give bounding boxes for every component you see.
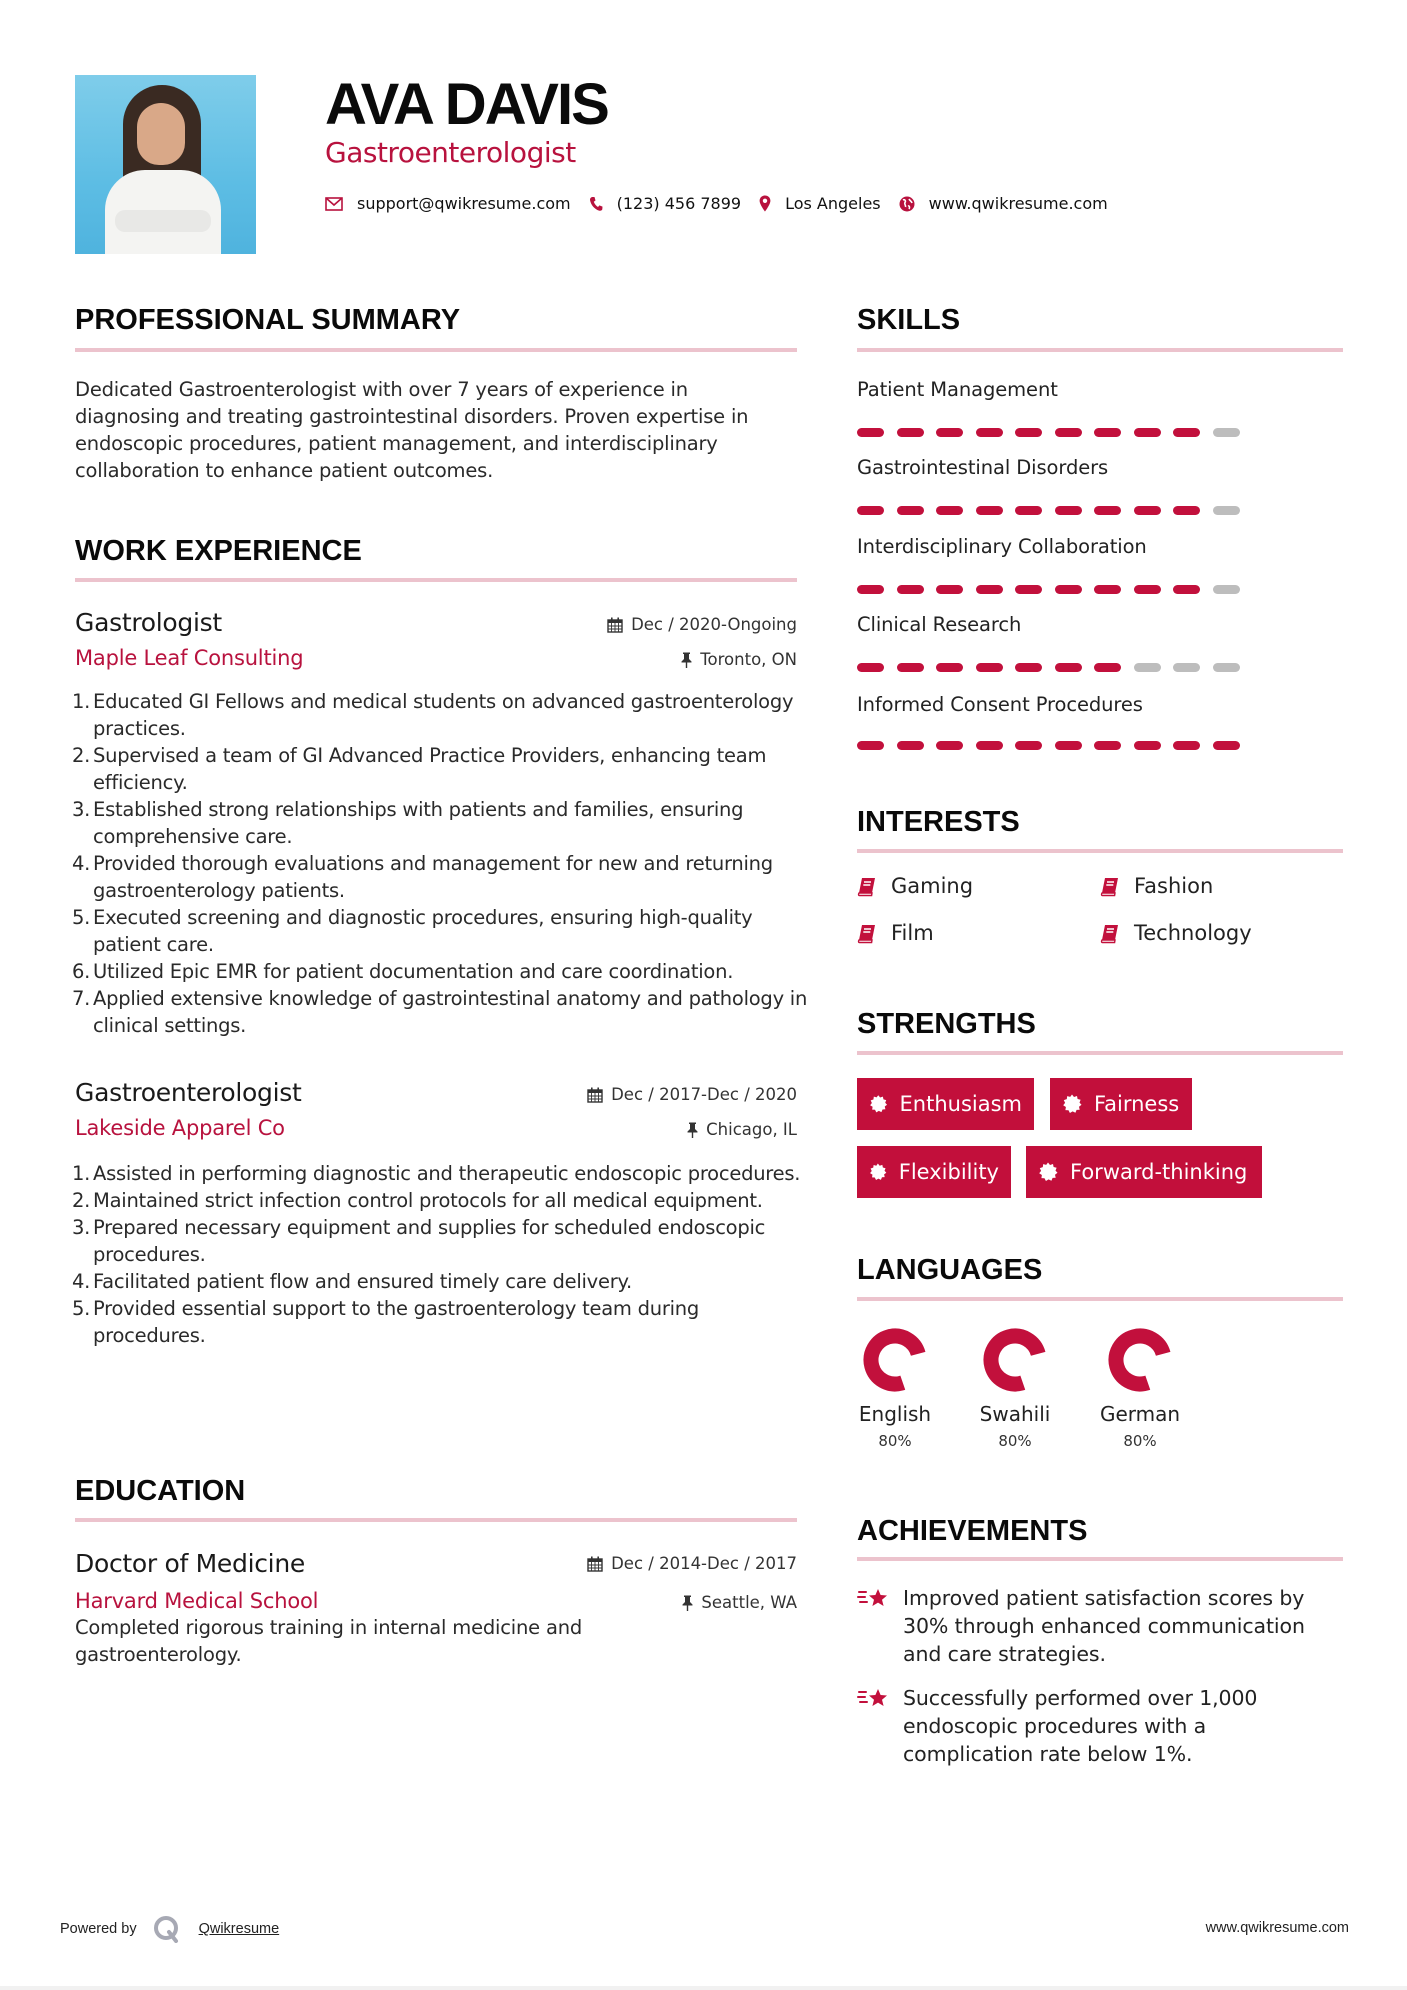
rating-segment-filled (897, 428, 924, 437)
job-location-text: Toronto, ON (700, 650, 797, 669)
calendar-icon (587, 1556, 603, 1572)
education-school: Harvard Medical School (75, 1589, 319, 1613)
list-item: 3. Prepared necessary equipment and supplies for scheduled endoscopic procedures. (72, 1216, 766, 1266)
skill-rating-bar (857, 663, 1252, 672)
language-item (850, 1328, 940, 1449)
pushpin-icon (682, 1595, 693, 1611)
language-item (1095, 1328, 1185, 1449)
rating-segment-filled (976, 585, 1003, 594)
job-location-text: Chicago, IL (706, 1120, 797, 1139)
rating-segment-filled (936, 506, 963, 515)
map-marker-icon (759, 195, 771, 212)
skill-label: Gastrointestinal Disorders (857, 456, 1109, 479)
contact-bar (325, 194, 1126, 213)
book-icon (1100, 877, 1120, 897)
contact-email[interactable] (325, 194, 571, 213)
contact-website-text: www.qwikresume.com (928, 194, 1108, 213)
education-dates-text: Dec / 2014-Dec / 2017 (611, 1554, 797, 1573)
skills-divider (857, 348, 1343, 352)
skill-rating-bar (857, 506, 1252, 515)
badge-icon (869, 1162, 887, 1182)
rating-segment-empty (1213, 506, 1240, 515)
language-percent: 80% (998, 1432, 1032, 1450)
rating-segment-filled (857, 506, 884, 515)
language-donut-icon (863, 1328, 927, 1392)
job-role: Gastroenterologist (75, 1078, 302, 1107)
skill-rating-bar (857, 741, 1252, 750)
photo-arms (115, 210, 211, 232)
candidate-name: AVA DAVIS (325, 72, 608, 137)
rating-segment-filled (1173, 741, 1200, 750)
list-item: 2. Maintained strict infection control protocols for all medical equipment. (72, 1189, 763, 1212)
rating-segment-filled (857, 585, 884, 594)
education-heading: EDUCATION (75, 1475, 246, 1507)
rating-segment-filled (1134, 585, 1161, 594)
education-degree: Doctor of Medicine (75, 1549, 305, 1578)
job-role: Gastrologist (75, 608, 222, 637)
language-donut-icon (983, 1328, 1047, 1392)
rating-segment-filled (1173, 428, 1200, 437)
envelope-icon (325, 197, 343, 211)
rating-segment-filled (1134, 428, 1161, 437)
phone-icon (589, 196, 603, 212)
achievement-item: Successfully performed over 1,000 endoscopic procedures with a complication rate below 1%. (857, 1684, 1337, 1768)
language-name: German (1099, 1402, 1181, 1426)
rating-segment-filled (857, 741, 884, 750)
rating-segment-empty (1213, 428, 1240, 437)
job-dates (607, 617, 797, 634)
rating-segment-filled (1094, 428, 1121, 437)
job-dates-text: Dec / 2020-Ongoing (631, 615, 797, 634)
languages-divider (857, 1297, 1343, 1301)
rating-segment-filled (1055, 506, 1082, 515)
skill-label: Patient Management (857, 378, 1058, 401)
badge-icon (869, 1094, 888, 1114)
skill-label: Informed Consent Procedures (857, 693, 1143, 716)
language-name: English (858, 1402, 932, 1426)
rating-segment-filled (897, 741, 924, 750)
footer-website[interactable]: www.qwikresume.com (1205, 1920, 1349, 1936)
contact-location-text: Los Angeles (785, 194, 881, 213)
rating-segment-filled (1015, 663, 1042, 672)
strength-chip: Forward-thinking (1026, 1146, 1262, 1198)
calendar-icon (587, 1087, 603, 1103)
list-item: 3. Established strong relationships with patients and families, ensuring comprehensive care. (72, 798, 744, 848)
job-company: Maple Leaf Consulting (75, 646, 304, 670)
book-icon (857, 924, 877, 944)
book-icon (857, 877, 877, 897)
list-item: 1. Educated GI Fellows and medical students on advanced gastroenterology practices. (72, 690, 794, 740)
rating-segment-filled (976, 428, 1003, 437)
language-name: Swahili (979, 1402, 1051, 1426)
calendar-icon (607, 617, 623, 633)
rating-segment-filled (976, 741, 1003, 750)
contact-email-text: support@qwikresume.com (357, 194, 571, 213)
rating-segment-filled (1213, 741, 1240, 750)
contact-phone[interactable] (589, 194, 741, 213)
education-divider (75, 1518, 797, 1522)
rating-segment-filled (976, 506, 1003, 515)
skill-rating-bar (857, 585, 1252, 594)
rating-segment-filled (1015, 741, 1042, 750)
footer-powered-by (60, 1915, 279, 1943)
photo-face (137, 103, 185, 165)
interests-divider (857, 849, 1343, 853)
list-item: 5. Executed screening and diagnostic procedures, ensuring high-quality patient care. (72, 906, 753, 956)
list-item: 4. Provided thorough evaluations and management for new and returning gastroenterology patients. (72, 852, 773, 902)
interest-item: Film (857, 923, 934, 944)
rating-segment-empty (1213, 585, 1240, 594)
job-responsibilities (72, 1160, 810, 1349)
job-location (681, 652, 797, 669)
education-location-text: Seattle, WA (701, 1593, 797, 1612)
strength-chip: Flexibility (857, 1146, 1011, 1198)
experience-divider (75, 578, 797, 582)
page-bottom-edge (0, 1986, 1407, 1990)
strength-chip: Fairness (1050, 1078, 1192, 1130)
education-description: Completed rigorous training in internal medicine and gastroenterology. (75, 1616, 583, 1666)
interest-item: Fashion (1100, 876, 1213, 897)
skill-label: Interdisciplinary Collaboration (857, 535, 1147, 558)
qwikresume-link[interactable]: Qwikresume (198, 1921, 280, 1937)
skill-rating-bar (857, 428, 1252, 437)
rating-segment-empty (1173, 663, 1200, 672)
interests-heading: INTERESTS (857, 806, 1020, 838)
rating-segment-filled (1173, 585, 1200, 594)
language-percent: 80% (878, 1432, 912, 1450)
rating-segment-filled (1094, 585, 1121, 594)
rating-segment-filled (857, 428, 884, 437)
job-dates (587, 1087, 797, 1104)
skills-heading: SKILLS (857, 304, 961, 336)
summary-divider (75, 348, 797, 352)
strength-chip: Enthusiasm (857, 1078, 1034, 1130)
rating-segment-filled (1055, 663, 1082, 672)
achievements-divider (857, 1557, 1343, 1561)
rating-segment-filled (976, 663, 1003, 672)
rating-segment-filled (1055, 585, 1082, 594)
qwikresume-logo-icon (153, 1915, 181, 1943)
rating-segment-filled (1094, 506, 1121, 515)
rating-segment-filled (1094, 741, 1121, 750)
pushpin-icon (687, 1122, 698, 1138)
rating-segment-filled (936, 663, 963, 672)
rating-segment-empty (1134, 663, 1161, 672)
achievement-item: Improved patient satisfaction scores by 30% through enhanced communication and care strategies. (857, 1584, 1337, 1668)
rating-segment-empty (1213, 663, 1240, 672)
list-item: 4. Facilitated patient flow and ensured timely care delivery. (72, 1270, 632, 1293)
strengths-heading: STRENGTHS (857, 1008, 1036, 1040)
badge-icon (1062, 1094, 1082, 1114)
strengths-divider (857, 1051, 1343, 1055)
job-location (687, 1122, 797, 1139)
list-item: 7. Applied extensive knowledge of gastrointestinal anatomy and pathology in clinical settings. (72, 987, 808, 1037)
shooting-star-icon (857, 1586, 891, 1612)
list-item: 5. Provided essential support to the gastroenterology team during procedures. (72, 1297, 700, 1347)
list-item: 1. Assisted in performing diagnostic and therapeutic endoscopic procedures. (72, 1162, 801, 1185)
job-dates-text: Dec / 2017-Dec / 2020 (611, 1085, 797, 1104)
skill-label: Clinical Research (857, 613, 1022, 636)
languages-heading: LANGUAGES (857, 1254, 1043, 1286)
interest-item: Technology (1100, 923, 1252, 944)
language-donut-icon (1108, 1328, 1172, 1392)
achievements-heading: ACHIEVEMENTS (857, 1515, 1088, 1547)
list-item: 6. Utilized Epic EMR for patient documentation and care coordination. (72, 960, 734, 983)
education-location (682, 1595, 797, 1612)
rating-segment-filled (936, 428, 963, 437)
rating-segment-filled (897, 506, 924, 515)
rating-segment-filled (936, 741, 963, 750)
summary-heading: PROFESSIONAL SUMMARY (75, 304, 461, 336)
contact-website[interactable] (899, 194, 1108, 213)
language-percent: 80% (1123, 1432, 1157, 1450)
rating-segment-filled (1173, 506, 1200, 515)
rating-segment-filled (1055, 428, 1082, 437)
profile-photo (75, 75, 256, 254)
globe-icon (899, 196, 915, 212)
rating-segment-filled (1015, 585, 1042, 594)
list-item: 2. Supervised a team of GI Advanced Practice Providers, enhancing team efficiency. (72, 744, 767, 794)
summary-text: Dedicated Gastroenterologist with over 7 years of experience in diagnosing and treating gastrointestinal disorders. Proven expertise in endoscopic procedures, patient management, and interdisciplinary collaboration to enhance patient outcomes. (75, 378, 749, 482)
rating-segment-filled (1015, 428, 1042, 437)
job-responsibilities (72, 688, 810, 1039)
candidate-title: Gastroenterologist (325, 136, 576, 169)
rating-segment-filled (1134, 741, 1161, 750)
language-item (970, 1328, 1060, 1449)
job-company: Lakeside Apparel Co (75, 1116, 285, 1140)
rating-segment-filled (897, 585, 924, 594)
rating-segment-filled (897, 663, 924, 672)
rating-segment-filled (1134, 506, 1161, 515)
interest-item: Gaming (857, 876, 973, 897)
rating-segment-filled (857, 663, 884, 672)
badge-icon (1038, 1162, 1058, 1182)
experience-heading: WORK EXPERIENCE (75, 535, 362, 567)
contact-location (759, 194, 881, 213)
shooting-star-icon (857, 1686, 891, 1712)
education-dates (587, 1556, 797, 1573)
rating-segment-filled (936, 585, 963, 594)
rating-segment-filled (1094, 663, 1121, 672)
powered-by-label: Powered by (60, 1921, 137, 1937)
book-icon (1100, 924, 1120, 944)
contact-phone-text: (123) 456 7899 (616, 194, 742, 213)
rating-segment-filled (1055, 741, 1082, 750)
pushpin-icon (681, 652, 692, 668)
rating-segment-filled (1015, 506, 1042, 515)
